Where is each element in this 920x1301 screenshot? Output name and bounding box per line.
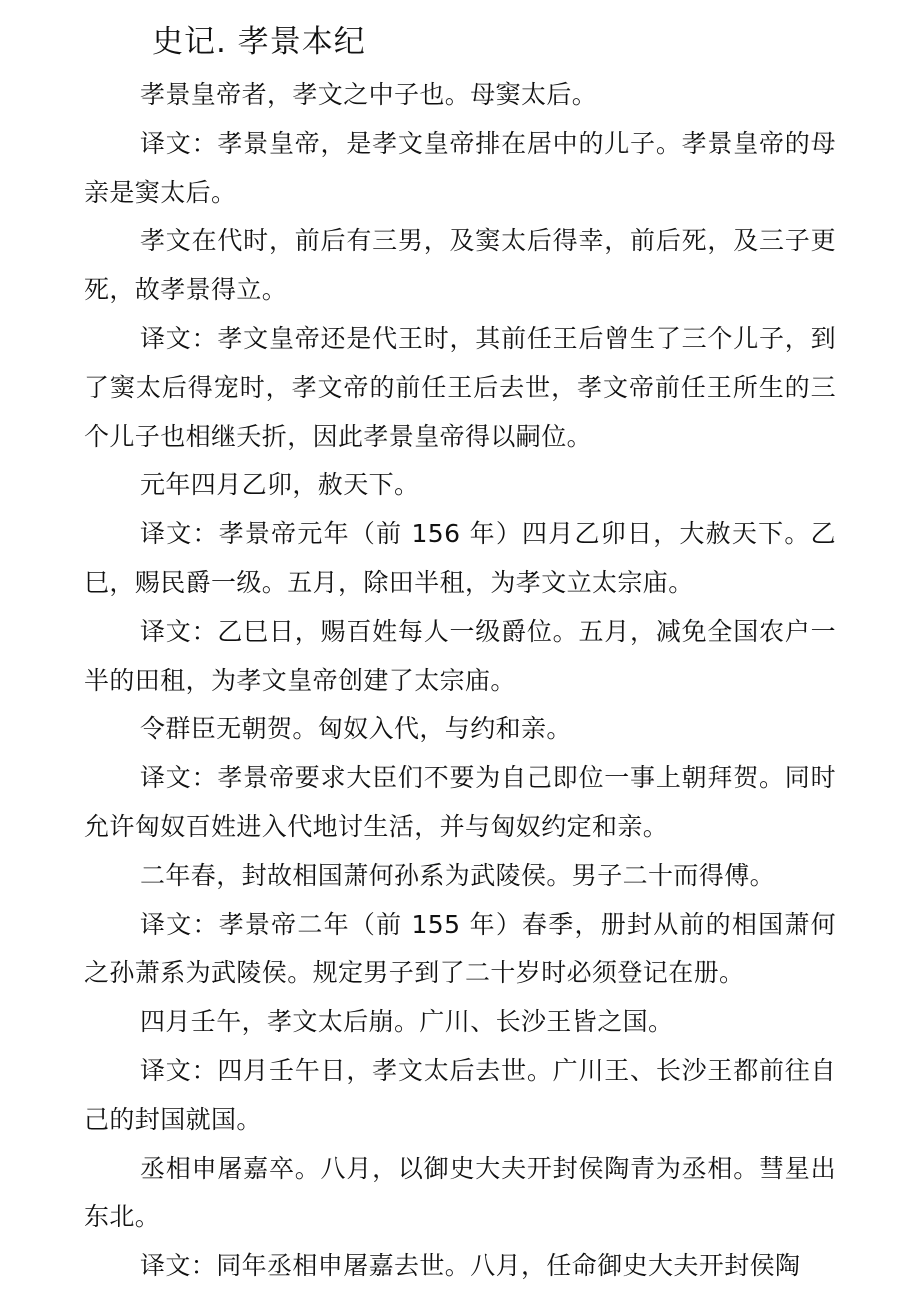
paragraph: 译文：孝景帝元年（前 156 年）四月乙卯日，大赦天下。乙巳，赐民爵一级。五月，除田半租，为孝文立太宗庙。: [84, 519, 836, 597]
paragraph: 译文：孝文皇帝还是代王时，其前任王后曾生了三个儿子，到了窦太后得宠时，孝文帝的前任王后去世，孝文帝前任王所生的三个儿子也相继夭折，因此孝景皇帝得以嗣位。: [84, 323, 836, 451]
paragraph: 译文：四月壬午日，孝文太后去世。广川王、长沙王都前往自己的封国就国。: [84, 1055, 836, 1134]
paragraph: 二年春，封故相国萧何孙系为武陵侯。男子二十而得傅。: [140, 860, 776, 890]
paragraph: 译文：孝景皇帝，是孝文皇帝排在居中的儿子。孝景皇帝的母亲是窦太后。: [84, 128, 836, 207]
paragraph: 译文：孝景帝二年（前 155 年）春季，册封从前的相国萧何之孙萧系为武陵侯。规定男子到了二十岁时必须登记在册。: [84, 909, 836, 988]
paragraph: 元年四月乙卯，赦天下。: [140, 470, 420, 500]
document-title: 史记. 孝景本纪: [152, 24, 366, 60]
paragraph: 译文：乙巳日，赐百姓每人一级爵位。五月，减免全国农户一半的田租，为孝文皇帝创建了太宗庙。: [84, 616, 836, 695]
paragraph: 孝景皇帝者，孝文之中子也。母窦太后。: [140, 80, 598, 109]
paragraph: 孝文在代时，前后有三男，及窦太后得幸，前后死，及三子更死，故孝景得立。: [84, 226, 836, 305]
paragraph: 四月壬午，孝文太后崩。广川、长沙王皆之国。: [140, 1007, 674, 1037]
document-body: [84, 71, 836, 1291]
paragraph: 丞相申屠嘉卒。八月，以御史大夫开封侯陶青为丞相。彗星出东北。: [84, 1153, 836, 1232]
paragraph: 译文：同年丞相申屠嘉去世。八月，任命御史大夫开封侯陶: [140, 1251, 801, 1281]
paragraph: 译文：孝景帝要求大臣们不要为自己即位一事上朝拜贺。同时允许匈奴百姓进入代地讨生活，并与匈奴约定和亲。: [84, 763, 836, 841]
paragraph: 令群臣无朝贺。匈奴入代，与约和亲。: [140, 714, 572, 744]
